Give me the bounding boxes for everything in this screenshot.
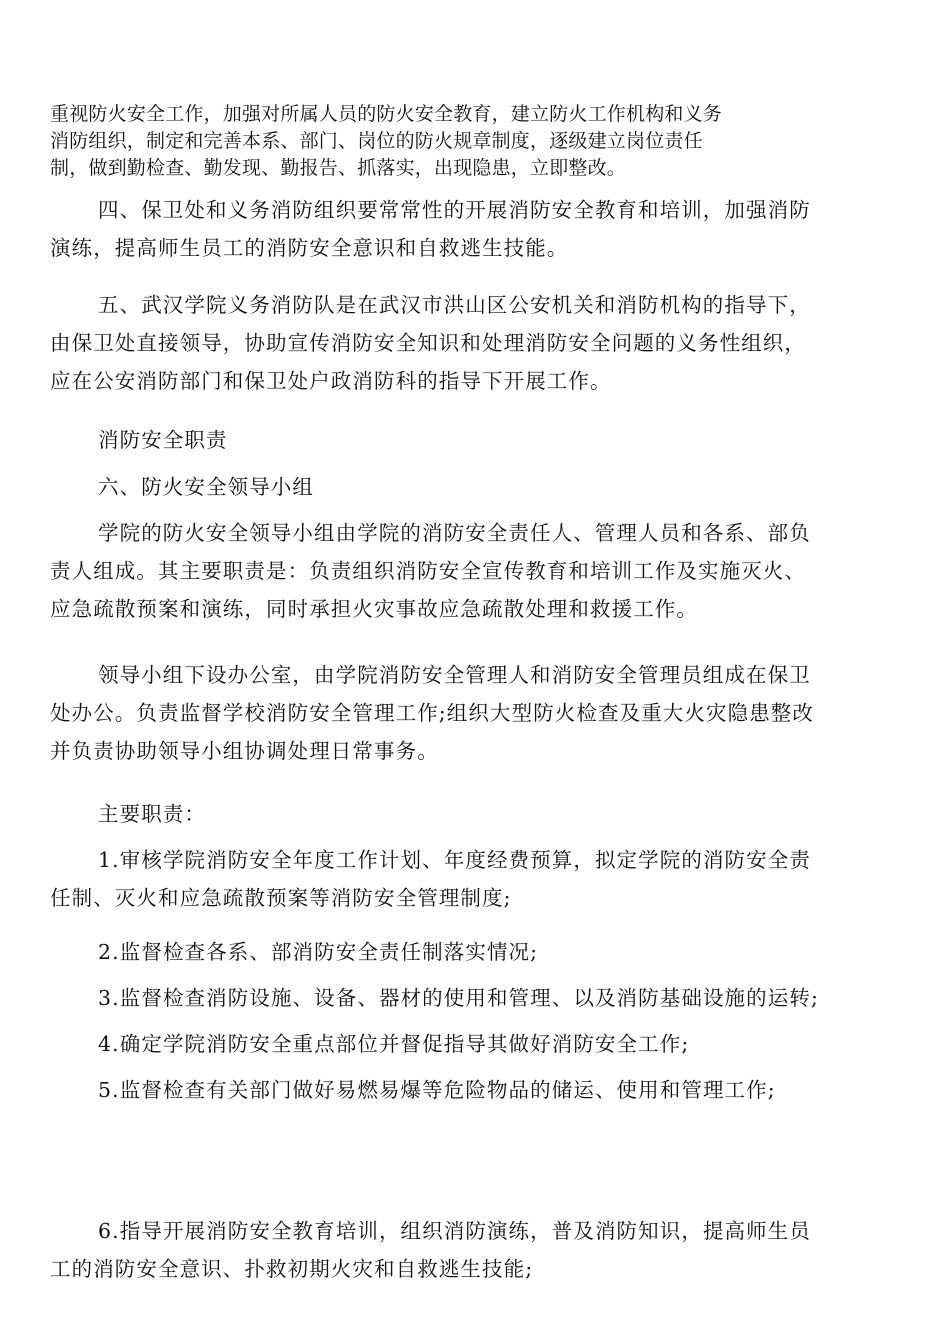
paragraph-office	[50, 656, 900, 770]
paragraph-line: 处办公。负责监督学校消防安全管理工作;组织大型防火检查及重大火灾隐患整改	[50, 701, 815, 725]
paragraph-five	[50, 286, 900, 400]
heading-section-six	[50, 468, 900, 506]
list-item-line: 工的消防安全意识、扑救初期火灾和自救逃生技能;	[50, 1257, 534, 1281]
list-item-line: 2.监督检查各系、部消防安全责任制落实情况;	[98, 940, 539, 964]
intro-line: 制，做到勤检查、勤发现、勤报告、抓落实，出现隐患，立即整改。	[50, 157, 627, 179]
intro-paragraph	[50, 101, 850, 182]
paragraph-line: 学院的防火安全领导小组由学院的消防安全责任人、管理人员和各系、部负	[98, 521, 811, 545]
duty-item-4	[50, 1025, 900, 1063]
paragraph-line: 由保卫处直接领导，协助宣传消防安全知识和处理消防安全问题的义务性组织，	[50, 331, 806, 355]
paragraph-four	[50, 191, 900, 267]
intro-line: 重视防火安全工作，加强对所属人员的防火安全教育，建立防火工作机构和义务	[50, 103, 723, 125]
paragraph-line: 五、武汉学院义务消防队是在武汉市洪山区公安机关和消防机构的指导下，	[98, 293, 811, 317]
duty-item-6	[50, 1212, 900, 1288]
list-item-line: 5.监督检查有关部门做好易燃易爆等危险物品的储运、使用和管理工作;	[98, 1078, 776, 1102]
section-heading: 六、防火安全领导小组	[98, 475, 314, 499]
paragraph-line: 演练，提高师生员工的消防安全意识和自救逃生技能。	[50, 236, 569, 260]
list-item-line: 任制、灭火和应急疏散预案等消防安全管理制度;	[50, 886, 512, 910]
list-item-line: 1.审核学院消防安全年度工作计划、年度经费预算，拟定学院的消防安全责	[98, 848, 811, 872]
list-item-line: 6.指导开展消防安全教育培训，组织消防演练，普及消防知识，提高师生员	[98, 1219, 811, 1243]
section-heading: 主要职责：	[98, 802, 206, 826]
duty-item-5	[50, 1071, 900, 1109]
paragraph-leading-group	[50, 514, 900, 628]
paragraph-line: 领导小组下设办公室，由学院消防安全管理人和消防安全管理员组成在保卫	[98, 663, 811, 687]
heading-fire-safety-duties	[50, 421, 900, 459]
duty-item-3	[50, 979, 900, 1017]
paragraph-line: 并负责协助领导小组协调处理日常事务。	[50, 739, 439, 763]
list-item-line: 4.确定学院消防安全重点部位并督促指导其做好消防安全工作;	[98, 1032, 690, 1056]
section-heading: 消防安全职责	[98, 428, 228, 452]
duty-item-2	[50, 933, 900, 971]
paragraph-line: 应在公安消防部门和保卫处户政消防科的指导下开展工作。	[50, 369, 612, 393]
heading-main-duties	[50, 795, 900, 833]
intro-line: 消防组织，制定和完善本系、部门、岗位的防火规章制度，逐级建立岗位责任	[50, 130, 703, 152]
duty-item-1	[50, 841, 900, 917]
paragraph-line: 四、保卫处和义务消防组织要常常性的开展消防安全教育和培训，加强消防	[98, 198, 811, 222]
list-item-line: 3.监督检查消防设施、设备、器材的使用和管理、以及消防基础设施的运转;	[98, 986, 819, 1010]
paragraph-line: 责人组成。其主要职责是：负责组织消防安全宣传教育和培训工作及实施灭火、	[50, 559, 806, 583]
paragraph-line: 应急疏散预案和演练，同时承担火灾事故应急疏散处理和救援工作。	[50, 597, 698, 621]
